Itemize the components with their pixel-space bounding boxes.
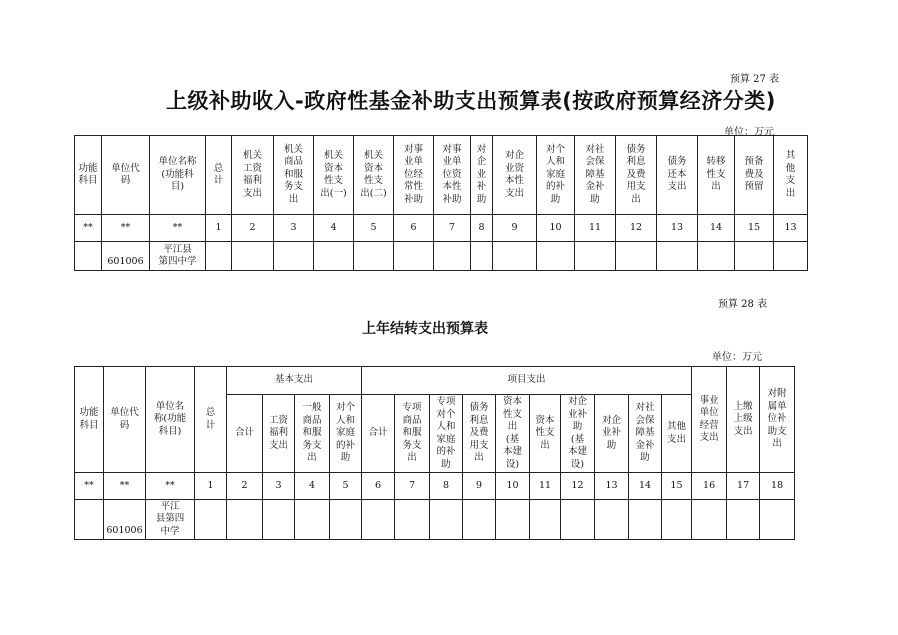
- table-27-header-row: [75, 136, 808, 215]
- index-cell: 1: [206, 215, 232, 242]
- header-cell: 转移 性支 出: [698, 136, 735, 215]
- data-cell: [493, 242, 537, 271]
- header-cell: 机关 工资 福利 支出: [232, 136, 274, 215]
- index-cell: 13: [595, 473, 629, 500]
- data-cell: [760, 500, 795, 540]
- data-cell: [471, 242, 493, 271]
- unit-label-28: 单位：万元: [712, 352, 762, 363]
- data-cell: [735, 242, 774, 271]
- index-cell: 12: [616, 215, 657, 242]
- index-cell: 1: [195, 473, 227, 500]
- index-cell: 4: [295, 473, 330, 500]
- unit-code-cell: 601006: [102, 242, 150, 271]
- data-cell: [232, 242, 274, 271]
- table-28-title: 上年结转支出预算表: [362, 321, 488, 337]
- header-cell: 对企 业补 助: [595, 395, 629, 473]
- header-cell: 工资 福利 支出: [263, 395, 295, 473]
- header-cell: 债务 还本 支出: [657, 136, 698, 215]
- header-cell: 机关 资本 性支 出(二): [354, 136, 394, 215]
- header-cell: 功能 科目: [75, 367, 104, 473]
- index-cell: 13: [774, 215, 808, 242]
- data-cell: [295, 500, 330, 540]
- index-cell: 11: [530, 473, 561, 500]
- table-row: [75, 242, 808, 271]
- data-cell: [537, 242, 575, 271]
- index-cell: 8: [471, 215, 493, 242]
- unit-name-cell: 平江 县第四 中学: [146, 500, 195, 540]
- table-27-index-row: [75, 215, 808, 242]
- header-cell: 专项 对个 人和 家庭 的补 助: [430, 395, 463, 473]
- header-cell: 对事 业单 位经 常性 补助: [394, 136, 434, 215]
- header-cell: 对 企 业 补 助: [471, 136, 493, 215]
- header-cell: 对社 会保 障基 金补 助: [629, 395, 662, 473]
- index-cell: 2: [232, 215, 274, 242]
- index-cell: 10: [537, 215, 575, 242]
- index-cell: 18: [760, 473, 795, 500]
- header-cell: 其 他 支 出: [774, 136, 808, 215]
- header-cell: 资本 性支 出: [530, 395, 561, 473]
- index-cell: 9: [493, 215, 537, 242]
- table-27-title: 上级补助收入-政府性基金补助支出预算表(按政府预算经济分类): [166, 89, 776, 113]
- index-cell: 2: [227, 473, 263, 500]
- data-cell: [430, 500, 463, 540]
- data-cell: [330, 500, 362, 540]
- header-cell: 债务 利息 及费 用支 出: [616, 136, 657, 215]
- index-cell: 7: [434, 215, 471, 242]
- table-28-index-row: [75, 473, 795, 500]
- index-cell: **: [150, 215, 206, 242]
- header-cell: 其他 支出: [662, 395, 692, 473]
- unit-label-27: 单位：万元: [724, 127, 774, 138]
- data-cell: [75, 500, 104, 540]
- index-cell: **: [102, 215, 150, 242]
- header-cell: 债务 利息 及费 用支 出: [463, 395, 496, 473]
- index-cell: **: [146, 473, 195, 500]
- index-cell: 12: [561, 473, 595, 500]
- data-cell: [314, 242, 354, 271]
- data-cell: [463, 500, 496, 540]
- data-cell: [263, 500, 295, 540]
- header-cell: 合计: [362, 395, 395, 473]
- unit-code-cell: 601006: [104, 500, 146, 540]
- data-cell: [662, 500, 692, 540]
- header-cell: 总 计: [206, 136, 232, 215]
- data-cell: [774, 242, 808, 271]
- header-cell: 对事 业单 位资 本性 补助: [434, 136, 471, 215]
- header-cell: 一般 商品 和服 务支 出: [295, 395, 330, 473]
- data-cell: [195, 500, 227, 540]
- index-cell: 5: [330, 473, 362, 500]
- data-cell: [692, 500, 727, 540]
- data-cell: [727, 500, 760, 540]
- data-cell: [434, 242, 471, 271]
- form-number-28: 预算 28 表: [718, 299, 768, 310]
- data-cell: [616, 242, 657, 271]
- index-cell: 15: [662, 473, 692, 500]
- data-cell: [575, 242, 616, 271]
- header-cell: 对企 业资 本性 支出: [493, 136, 537, 215]
- index-cell: **: [104, 473, 146, 500]
- index-cell: 6: [394, 215, 434, 242]
- index-cell: **: [75, 473, 104, 500]
- index-cell: 5: [354, 215, 394, 242]
- form-number-27: 预算 27 表: [730, 74, 780, 85]
- budget-table-28: [74, 366, 795, 540]
- unit-name-cell: 平江县 第四中学: [150, 242, 206, 271]
- data-cell: [496, 500, 530, 540]
- data-cell: [561, 500, 595, 540]
- index-cell: 3: [274, 215, 314, 242]
- header-cell: 总 计: [195, 367, 227, 473]
- data-cell: [394, 242, 434, 271]
- index-cell: 14: [698, 215, 735, 242]
- header-cell: 资本 性支 出 (基 本建 设): [496, 395, 530, 473]
- data-cell: [362, 500, 395, 540]
- header-cell: 机关 商品 和服 务支 出: [274, 136, 314, 215]
- header-cell: 单位名 称(功能 科目): [146, 367, 195, 473]
- index-cell: 17: [727, 473, 760, 500]
- data-cell: [206, 242, 232, 271]
- data-cell: [75, 242, 102, 271]
- data-cell: [274, 242, 314, 271]
- header-cell: 上缴 上级 支出: [727, 367, 760, 473]
- index-cell: 15: [735, 215, 774, 242]
- index-cell: **: [75, 215, 102, 242]
- index-cell: 9: [463, 473, 496, 500]
- header-cell: 对个 人和 家庭 的补 助: [330, 395, 362, 473]
- basic-expenditure-group-header: 基本支出: [227, 367, 362, 395]
- header-cell: 功能 科目: [75, 136, 102, 215]
- data-cell: [698, 242, 735, 271]
- header-cell: 单位名称 (功能科 目): [150, 136, 206, 215]
- index-cell: 13: [657, 215, 698, 242]
- header-cell: 事业 单位 经营 支出: [692, 367, 727, 473]
- budget-table-27: [74, 135, 808, 271]
- header-cell: 单位代 码: [104, 367, 146, 473]
- header-cell: 对企 业补 助 (基 本建 设): [561, 395, 595, 473]
- data-cell: [354, 242, 394, 271]
- index-cell: 16: [692, 473, 727, 500]
- index-cell: 11: [575, 215, 616, 242]
- header-cell: 对个 人和 家庭 的补 助: [537, 136, 575, 215]
- header-cell: 机关 资本 性支 出(一): [314, 136, 354, 215]
- header-cell: 对社 会保 障基 金补 助: [575, 136, 616, 215]
- data-cell: [595, 500, 629, 540]
- header-cell: 对附 属单 位补 助支 出: [760, 367, 795, 473]
- header-cell: 合计: [227, 395, 263, 473]
- header-cell: 预备 费及 预留: [735, 136, 774, 215]
- header-cell: 单位代 码: [102, 136, 150, 215]
- index-cell: 7: [395, 473, 430, 500]
- index-cell: 8: [430, 473, 463, 500]
- data-cell: [395, 500, 430, 540]
- index-cell: 10: [496, 473, 530, 500]
- data-cell: [227, 500, 263, 540]
- project-expenditure-group-header: 项目支出: [362, 367, 692, 395]
- index-cell: 3: [263, 473, 295, 500]
- data-cell: [629, 500, 662, 540]
- table-row: [75, 500, 795, 540]
- header-cell: 专项 商品 和服 务支 出: [395, 395, 430, 473]
- data-cell: [657, 242, 698, 271]
- data-cell: [530, 500, 561, 540]
- index-cell: 6: [362, 473, 395, 500]
- table-28-group-header-row: [75, 367, 795, 395]
- index-cell: 14: [629, 473, 662, 500]
- index-cell: 4: [314, 215, 354, 242]
